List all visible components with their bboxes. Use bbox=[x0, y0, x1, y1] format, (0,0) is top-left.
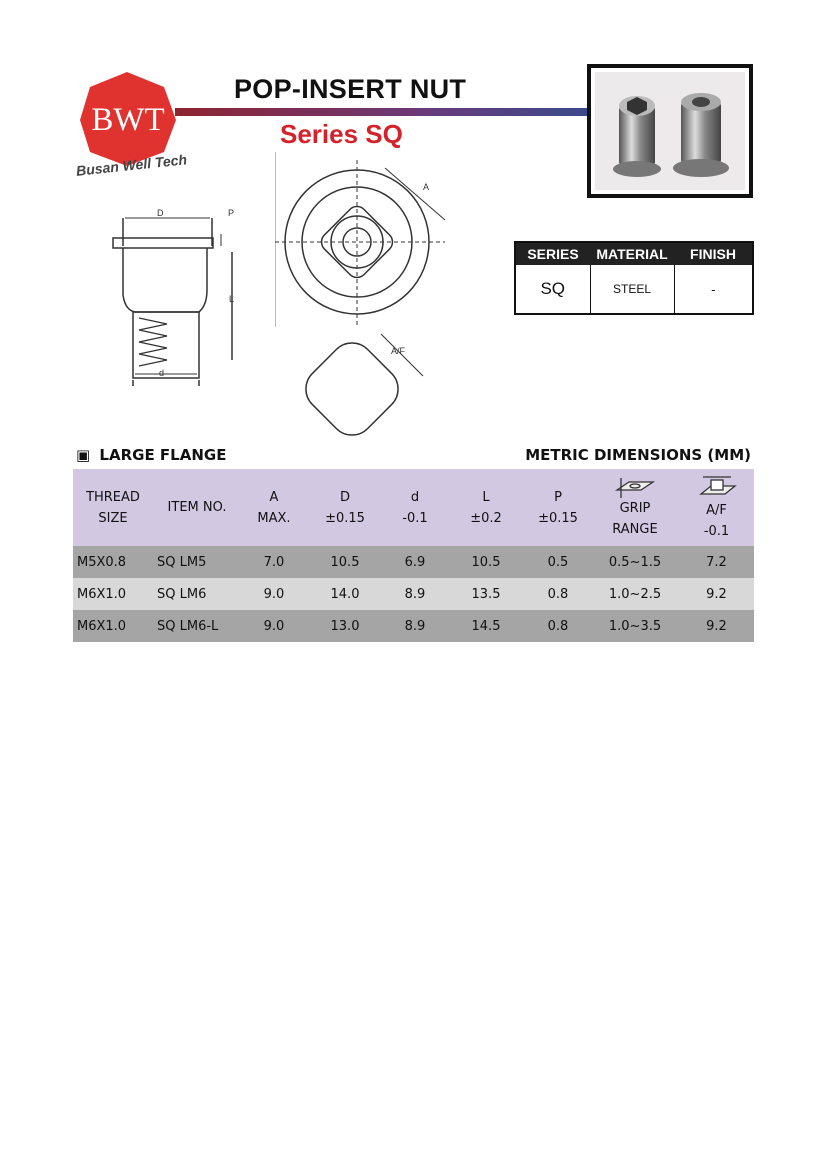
table-row bbox=[73, 546, 754, 578]
cell-d: 6.9 bbox=[383, 546, 447, 578]
title-rule bbox=[175, 108, 588, 116]
header-D: D ±0.15 bbox=[307, 469, 383, 546]
cell-P: 0.8 bbox=[525, 578, 591, 610]
table-row bbox=[73, 578, 754, 610]
header-a: A MAX. bbox=[241, 469, 307, 546]
cell-a: 9.0 bbox=[241, 578, 307, 610]
label-d: d bbox=[159, 368, 165, 378]
cell-D: 10.5 bbox=[307, 546, 383, 578]
page-title: POP-INSERT NUT bbox=[234, 74, 467, 104]
cell-grip: 1.0~3.5 bbox=[591, 610, 679, 642]
spec-header-material: MATERIAL bbox=[590, 242, 674, 265]
spec-series-value: SQ bbox=[540, 279, 566, 298]
header-thread-size: THREAD SIZE bbox=[73, 469, 153, 546]
cell-a: 7.0 bbox=[241, 546, 307, 578]
insert-nut-right bbox=[673, 93, 729, 177]
spec-header-series: SERIES bbox=[515, 242, 590, 265]
grip-range-icon bbox=[613, 476, 657, 498]
technical-drawings bbox=[95, 150, 475, 440]
spec-header-row bbox=[515, 242, 753, 265]
header-d: d -0.1 bbox=[383, 469, 447, 546]
section-marker-icon: ▣ bbox=[76, 446, 91, 464]
header-L: L ±0.2 bbox=[447, 469, 525, 546]
cell-af: 7.2 bbox=[679, 546, 754, 578]
section-title: LARGE FLANGE bbox=[99, 446, 227, 464]
product-photo-frame bbox=[587, 64, 753, 198]
cell-L: 14.5 bbox=[447, 610, 525, 642]
cell-d: 8.9 bbox=[383, 578, 447, 610]
cell-D: 14.0 bbox=[307, 578, 383, 610]
cell-thread: M6X1.0 bbox=[73, 610, 153, 642]
cell-d: 8.9 bbox=[383, 610, 447, 642]
cell-item-no: SQ LM6 bbox=[153, 578, 241, 610]
cell-item-no: SQ LM6-L bbox=[153, 610, 241, 642]
cell-thread: M5X0.8 bbox=[73, 546, 153, 578]
cell-af: 9.2 bbox=[679, 578, 754, 610]
af-view-drawing bbox=[297, 334, 423, 440]
logo-mark: BWT bbox=[91, 102, 165, 138]
cell-grip: 0.5~1.5 bbox=[591, 546, 679, 578]
cell-P: 0.5 bbox=[525, 546, 591, 578]
header-item-no: ITEM NO. bbox=[153, 469, 241, 546]
spec-material-value: STEEL bbox=[590, 265, 674, 314]
cell-item-no: SQ LM5 bbox=[153, 546, 241, 578]
table-row bbox=[73, 610, 754, 642]
units-heading: METRIC DIMENSIONS (MM) bbox=[525, 446, 751, 464]
cell-L: 13.5 bbox=[447, 578, 525, 610]
side-view-drawing bbox=[113, 208, 234, 386]
logo-tagline: Busan Well Tech bbox=[75, 151, 188, 179]
dim-header-row bbox=[73, 469, 754, 546]
cell-thread: M6X1.0 bbox=[73, 578, 153, 610]
spec-value-row bbox=[515, 265, 753, 314]
spec-table bbox=[514, 241, 754, 315]
header-grip-range: GRIP RANGE bbox=[591, 469, 679, 546]
af-icon bbox=[695, 474, 739, 500]
cell-P: 0.8 bbox=[525, 610, 591, 642]
label-P: P bbox=[228, 208, 235, 218]
label-AF: A/F bbox=[391, 346, 406, 356]
insert-nut-left bbox=[613, 96, 661, 177]
cell-af: 9.2 bbox=[679, 610, 754, 642]
product-photo bbox=[595, 72, 745, 190]
series-subtitle: Series SQ bbox=[280, 119, 403, 149]
cell-L: 10.5 bbox=[447, 546, 525, 578]
header-P: P ±0.15 bbox=[525, 469, 591, 546]
dimensions-table bbox=[73, 469, 754, 642]
spec-header-finish: FINISH bbox=[674, 242, 753, 265]
section-heading bbox=[76, 446, 226, 464]
cell-D: 13.0 bbox=[307, 610, 383, 642]
label-L: L bbox=[229, 294, 235, 304]
cell-a: 9.0 bbox=[241, 610, 307, 642]
spec-finish-value: - bbox=[674, 265, 753, 314]
top-view-drawing bbox=[275, 160, 445, 328]
label-D: D bbox=[157, 208, 164, 218]
header-af: A/F -0.1 bbox=[679, 469, 754, 546]
label-A: A bbox=[423, 182, 430, 192]
cell-grip: 1.0~2.5 bbox=[591, 578, 679, 610]
